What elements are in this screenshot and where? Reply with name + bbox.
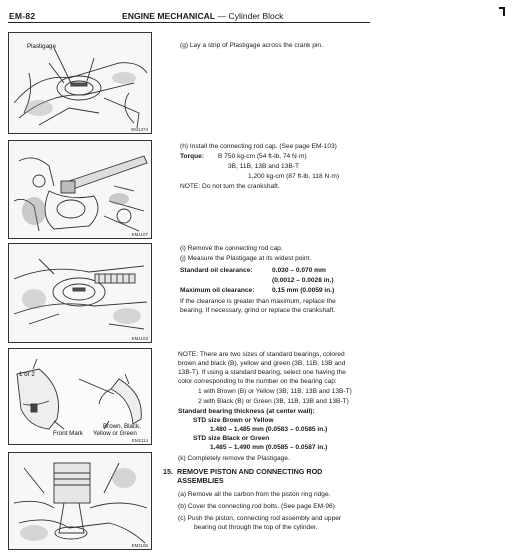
figure-plastigage [8,32,152,134]
bearing-note-line-6: 2 with Black (B) or Green (3B, 11B, 13B and 13B-T) [198,398,349,405]
page-number: EM-82 [9,11,36,21]
figure-label-colors-2: Yellow or Green [93,430,137,437]
bearing-note-line-1: NOTE: There are two sizes of standard bearings, colored [178,351,345,358]
torque-value-3: 1,200 kg-cm (87 ft-lb, 118 N·m) [248,173,340,180]
figure-label-colors-1: Brown, Black, [103,423,141,430]
section-15-title-1: REMOVE PISTON AND CONNECTING ROD [177,467,323,476]
bearing-note-line-2: brown and black (B), yellow and green (3B, 11B, 13B and [178,360,346,367]
std-clearance-value-1: 0.030 – 0.070 mm [272,267,326,274]
figure-code: EM1107 [131,232,148,237]
page-title-separator: — [215,11,229,21]
std-black-green-label: STD size Black or Green [193,435,270,442]
max-clearance-value: 0.15 mm (0.0059 in.) [272,287,335,294]
bearing-note-line-4: color corresponding to the number on the bearing cap: [178,378,337,385]
std-clearance-label: Standard oil clearance: [180,267,253,274]
bearing-note-line-3: 13B-T). If using a standard bearing, select one having the [178,369,346,376]
figure-code: EM1114 [131,438,148,443]
torque-label: Torque: [180,153,205,160]
figure-remove-piston [8,452,152,550]
figure-torque-wrench [8,140,152,239]
header-rule [8,22,370,23]
clearance-paragraph-2: bearing. If necessary, grind or replace the crankshaft. [180,307,336,314]
thickness-label: Standard bearing thickness (at center wall): [178,408,315,415]
step-i: (i) Remove the connecting rod cap. [180,245,283,252]
figure-label-front-mark: Front Mark [53,430,83,437]
std-black-green-value: 1.485 – 1.490 mm (0.0585 – 0.0587 in.) [210,444,328,451]
figure-measure-plastigage-drawing [9,244,151,342]
figure-bearing-marks [8,348,152,445]
std-brown-yellow-value: 1.480 – 1.485 mm (0.0583 – 0.0585 in.) [210,426,328,433]
figure-code: EM1374 [131,127,148,132]
section-15-step-b: (b) Cover the connecting rod bolts. (See page EM-96) [178,503,335,510]
figure-remove-piston-drawing [9,453,151,549]
section-15-step-a: (a) Remove all the carbon from the piston ring ridge. [178,491,331,498]
bearing-note-line-5: 1 with Brown (B) or Yellow (3B, 11B, 13B and 13B-T) [198,388,352,395]
std-brown-yellow-label: STD size Brown or Yellow [193,417,274,424]
figure-label-mark-number: 1 or 2 [19,371,35,378]
clearance-paragraph-1: If the clearance is greater than maximum, replace the [180,298,336,305]
section-15-number: 15. [163,467,173,476]
section-15-step-c-2: bearing out through the top of the cylinder. [194,524,318,531]
page-title-sub: Cylinder Block [228,11,284,21]
max-clearance-label: Maximum oil clearance: [180,287,255,294]
torque-value-1: B 750 kg-cm (54 ft-lb, 74 N·m) [218,153,307,160]
note-crankshaft: NOTE: Do not turn the crankshaft. [180,183,280,190]
section-15-step-c-1: (c) Push the piston, connecting rod assembly and upper [178,515,342,522]
step-k: (k) Completely remove the Plastigage. [178,455,290,462]
section-15-title-2: ASSEMBLIES [177,476,224,485]
figure-torque-wrench-drawing [9,141,151,238]
step-j: (j) Measure the Plastigage at its widest point. [180,255,312,262]
step-h: (h) Install the connecting rod cap. (See page EM-103) [180,143,337,150]
torque-value-2: 3B, 11B, 13B and 13B-T [228,163,299,170]
figure-label-plastigage: Plastigage [27,43,56,50]
page-title-main: ENGINE MECHANICAL [122,11,216,21]
page-title [122,11,283,21]
std-clearance-value-2: (0.0012 – 0.0028 in.) [272,277,334,284]
figure-code: EM1103 [131,336,148,341]
figure-code: EM1106 [131,543,148,548]
corner-mark-top [499,7,505,9]
step-g: (g) Lay a strip of Plastigage across the crank pin. [180,42,323,49]
figure-measure-plastigage [8,243,152,343]
